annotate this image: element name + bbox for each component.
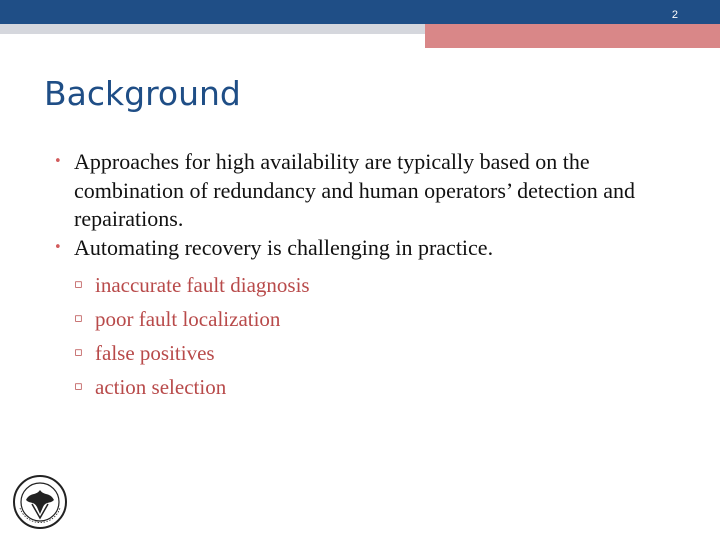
bullet-item xyxy=(54,148,694,234)
page-number: 2 xyxy=(671,9,678,21)
header-bar xyxy=(0,0,720,24)
slide-title: Background xyxy=(44,74,241,113)
bullet-text: Approaches for high availability are typically based on the combination of redundancy and human operators’ detection and repairations. xyxy=(74,149,636,231)
square-bullet-icon: ▫ xyxy=(74,311,83,326)
bullet-text: Automating recovery is challenging in practice. xyxy=(74,234,494,260)
header-gray-stripe xyxy=(0,24,425,34)
sub-bullet-item xyxy=(74,302,694,336)
slide-content xyxy=(54,148,694,404)
sub-bullet-list xyxy=(74,268,694,404)
square-bullet-icon: ▫ xyxy=(74,277,83,292)
sub-bullet-text: action selection xyxy=(95,375,227,399)
sub-bullet-text: false positives xyxy=(95,341,215,365)
square-bullet-icon: ▫ xyxy=(74,345,83,360)
university-seal-icon xyxy=(12,474,68,530)
bullet-marker-icon: • xyxy=(54,239,62,255)
header-red-stripe xyxy=(425,24,720,48)
sub-bullet-text: inaccurate fault diagnosis xyxy=(95,273,310,297)
sub-bullet-item xyxy=(74,336,694,370)
sub-bullet-text: poor fault localization xyxy=(95,307,281,331)
sub-bullet-item xyxy=(74,268,694,302)
bullet-marker-icon: • xyxy=(54,154,62,169)
bullet-item xyxy=(54,234,694,263)
square-bullet-icon: ▫ xyxy=(74,379,83,394)
sub-bullet-item xyxy=(74,370,694,404)
